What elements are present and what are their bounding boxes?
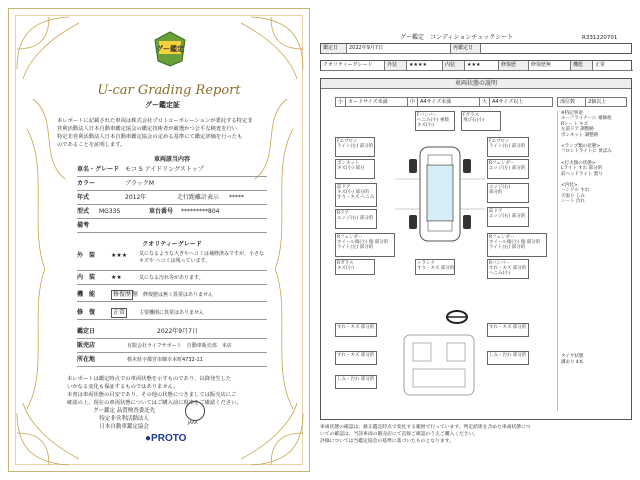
sheet-exterior-label: 外装 [385, 61, 407, 71]
damage-panel [487, 159, 529, 179]
damage-panel [415, 259, 455, 275]
notes-label: 備考 [77, 222, 90, 229]
damage-panel-text: Rフェンダー ホイール傷(小) 傷 部分的 ライト(左) 部分的 [337, 235, 389, 251]
note-line: ルーフライナーに 補修痕 [561, 116, 612, 122]
damage-panel [461, 111, 501, 131]
damage-panel-text: Rドア エッジ(右) 部分的 [337, 211, 374, 222]
exterior-note: 気になるような大ぎやヘコミは補修済みですが、小さなキズや ヘコミは残っています。 [139, 251, 265, 264]
steering-wheel-icon [445, 309, 469, 325]
address-label: 所在地 [77, 356, 96, 363]
grading-certificate [8, 8, 310, 472]
inspection-date-row [77, 325, 267, 339]
part-count-label: 部位数 [558, 98, 586, 107]
sheet-repair-value: 修復歴無 [529, 61, 571, 71]
interior-stars: ★★ [111, 274, 122, 281]
car-name-label: 車名・グレード [77, 166, 120, 173]
interior-panel-text: すれ・キズ 部分的 [337, 353, 375, 358]
date-value: 2022年9月7日 [157, 328, 198, 335]
badge-text: グー鑑定 [156, 45, 184, 53]
legend-desc: カードサイズ未満 [346, 98, 408, 107]
issuer-line: グー鑑定 品質検査委託先 [93, 408, 156, 414]
certificate-disclaimer [67, 375, 242, 407]
footer-line: 車両状態の確認は、修正鑑定時点で変化する範囲で行っています。判定結果を含めた車両状態につ [320, 425, 531, 430]
year-label: 年式 [77, 194, 90, 201]
intro-line: 特定非営利活動法人日本自動車鑑定協会の定める基準にて鑑定評価を行ったも [57, 134, 243, 140]
damage-panel-text: 前ドア エッジ(右) 部分的 [489, 209, 526, 220]
interior-label: 内 装 [77, 274, 96, 281]
mechanical-row [77, 306, 267, 320]
intro-line: のであることを証明します。 [57, 142, 126, 148]
certificate-subtitle: グー鑑定証 [145, 101, 180, 109]
sheet-function-label: 機能 [571, 61, 593, 71]
damage-panel [487, 233, 547, 257]
note-line: 前ヘッドライト 曇り [561, 171, 603, 177]
damage-panel-text: Fガラス 飛び石(小) [463, 113, 485, 124]
quality-label: クオリティーグレード [321, 61, 385, 71]
damage-panel-text: トランク すり・キズ 部分的 [417, 261, 455, 272]
car-top-view-diagram [395, 139, 485, 249]
repair-history-note: 修復歴は無く異常はありません [143, 292, 214, 298]
jaaa-text: JAAA [188, 420, 198, 425]
damage-panel-text: ボンネット キズ(小) 部分 [337, 161, 365, 172]
sheet-doc-id: R331220701 [582, 35, 618, 41]
proto-logo-mark: ● [145, 433, 152, 444]
certificate-intro [57, 117, 253, 149]
damage-panel-text: Rフェンダー エッジ(左) 部分的 [489, 161, 526, 172]
damage-panel [335, 137, 375, 157]
sheet-exterior-stars: ★★★★ [407, 61, 443, 71]
note-line: 溝あり 4本 [561, 359, 584, 365]
year-value: 2012年 [125, 194, 147, 201]
function-label: 機 能 [77, 291, 96, 298]
interior-panel-text: しみ・汚れ 部分的 [337, 377, 375, 382]
note-line: <ランプ類の状態> [561, 143, 601, 149]
exterior-stars: ★★★ [111, 252, 128, 259]
reinspect-label: 再鑑定日 [451, 44, 481, 54]
sheet-repair-label: 修復歴 [499, 61, 529, 71]
jaaa-seal-icon [185, 401, 205, 421]
part-count-value: 2個以上 [586, 98, 626, 107]
issuer-line: 特定非営利活動法人 [99, 416, 149, 422]
car-interior-diagram [399, 331, 479, 401]
damage-panel [415, 111, 455, 131]
footer-line: いての確認は、当該車両の販売店にて直接ご確認のうえご購入ください。 [320, 432, 479, 437]
repair-label: 修 復 [77, 309, 96, 316]
mileage-value: ***** [229, 194, 244, 201]
damage-panel [487, 259, 529, 279]
mechanical-status: 正常 [113, 309, 126, 316]
intro-line: 営利活動法人日本自動車鑑定協会の鑑定技術者が厳選かつ公平な検査を行い [57, 126, 238, 132]
part-count-legend [557, 97, 627, 107]
note-line: <灯火類の状態> [561, 160, 596, 166]
sheet-header: グー鑑定 コンディションチェックシート [400, 34, 514, 41]
color-label: カラー [77, 180, 96, 187]
damage-panel-text: 前ドア キズ(小) 部分的 すり・キズ へこみ [337, 185, 375, 201]
repair-history-result: 無 [132, 291, 139, 298]
date-row [320, 43, 632, 54]
damage-panel [335, 159, 375, 179]
interior-panel [335, 375, 377, 389]
address-row [77, 353, 267, 367]
damage-panel-text: エッジ(右) 部分的 [489, 185, 511, 196]
interior-panel [335, 351, 377, 365]
damage-panel-text: Fエプロン ライト(左) 部分的 [337, 139, 374, 150]
proto-logo-text: PROTO [151, 433, 187, 444]
damage-panel [487, 207, 529, 227]
state-header: 車両状態の説明 [321, 79, 631, 89]
interior-panel [487, 351, 529, 365]
sheet-interior-label: 内装 [443, 61, 465, 71]
intro-line: 本レポートに記載された車両は株式会社プロトコーポレーションが委託する特定非 [57, 118, 253, 124]
note-line: ※特記事項 [561, 111, 583, 116]
interior-panel [335, 323, 377, 337]
damage-panel-text: Rフェンダー ホイール傷(小) 傷 部分的 ライト(右) 部分的 [489, 235, 541, 251]
damage-panel [487, 183, 529, 203]
mileage-label: 走行距離計表示 [177, 194, 220, 201]
color-value: ブラックM [125, 180, 155, 187]
mechanical-note: 主要機関に異常はありません [139, 310, 205, 316]
interior-panel [487, 323, 529, 337]
note-line: タイヤ状態 [561, 354, 584, 360]
damage-panel-text: Fエプロン ライト(右) 部分的 [489, 139, 526, 150]
chassis-value: *********804 [181, 208, 220, 215]
notes-row [77, 219, 267, 233]
goo-kantei-badge [153, 31, 187, 67]
footer-line: 評価については当鑑定協会の基準に基づいたものとなります。 [320, 439, 454, 444]
dealer-label: 販売店 [77, 342, 96, 349]
issuer-line: 日本自動車鑑定協会 [99, 424, 149, 430]
car-name-value: モコ S アイドリングストップ [125, 166, 204, 173]
sheet-footer [320, 424, 632, 445]
note-line: ハンドル すれ [561, 188, 590, 194]
car-name-row [77, 163, 267, 177]
note-line: 左前ドア 調整跡 [561, 127, 594, 133]
model-value: MG33S [99, 208, 121, 215]
model-label: 型式 [77, 208, 90, 215]
chassis-label: 車台番号 [149, 208, 174, 215]
legend-desc: A4サイズ以上 [490, 98, 552, 107]
dealer-row [77, 339, 267, 353]
dealer-value: 有限会社ライフサポート 自動車販売部 本店 [127, 343, 232, 349]
address-value: 栃木県宇都宮市御幸本町4732-11 [127, 357, 203, 363]
note-line: シート 汚れ [561, 199, 585, 205]
interior-panel-text: すれ・キズ 部分的 [337, 325, 375, 330]
repair-history-row [77, 288, 267, 302]
damage-panel-text: Rバンパー すれ・キズ 部分的 へこみ(小) [489, 261, 527, 277]
damage-panel-text: Fバンパー へこみ(小) 複数 キズ(小) [417, 113, 449, 129]
note-line: Lライト すれ 部分的 [561, 166, 603, 172]
legend-size: 大 [480, 98, 490, 107]
disclaimer-line: 確認の上、現在の車両状態についてはご購入前に現車をご確認ください。 [67, 400, 242, 406]
legend-size: 小 [336, 98, 346, 107]
interior-grade-row [77, 271, 267, 285]
sheet-function-value: 正常 [593, 61, 633, 71]
damage-panel [335, 209, 377, 229]
interior-note: 気になる汚れ等があります。 [139, 275, 204, 281]
quality-section-heading: クオリティーグレード [142, 241, 202, 248]
notes-column [557, 111, 629, 411]
legend-size: 中 [408, 98, 418, 107]
vehicle-state-panel [320, 78, 632, 420]
disclaimer-line: 本書は車両状態の目安であり、その他の状態につきましては販売店にご [67, 392, 237, 398]
note-line: フロントライトに 黄ばみ [561, 149, 612, 155]
note-line: ボンネット 調整跡 [561, 132, 599, 138]
sheet-interior-stars: ★★★ [465, 61, 499, 71]
sheet-date-value: 2022年9月7日 [347, 44, 451, 54]
exterior-label: 外 装 [77, 252, 96, 259]
damage-panel-text: Rガラス キズ(小) [337, 261, 354, 272]
date-label: 鑑定日 [77, 328, 96, 335]
report-script-title: U-car Grading Report [97, 83, 241, 98]
note-line: <内装> [561, 182, 578, 188]
quality-row [320, 60, 632, 71]
model-row [77, 205, 267, 219]
legend-desc: A4サイズ未満 [418, 98, 480, 107]
color-row [77, 177, 267, 191]
damage-panel [335, 259, 375, 275]
note-line [561, 204, 629, 354]
exterior-grade-row [77, 249, 267, 271]
year-row [77, 191, 267, 205]
interior-panel-text: しみ・汚れ 部分的 [489, 353, 527, 358]
vehicle-section-heading: 車両該当内容 [153, 156, 190, 163]
proto-logo [145, 433, 186, 444]
disclaimer-line: いかなる変化も保証するものではありません。 [67, 384, 179, 390]
repair-history-status: 修復歴 [113, 291, 132, 298]
sheet-date-label: 鑑定日 [321, 44, 347, 54]
issuer-block [93, 407, 155, 431]
damage-panel [487, 137, 529, 157]
size-legend [335, 97, 553, 107]
damage-panel [335, 233, 395, 257]
damage-panel [335, 183, 377, 207]
note-line: 天張り しみ [561, 193, 585, 199]
disclaimer-line: 本レポートは鑑定時点での車両状態を示すものであり、以降発生した [67, 376, 232, 382]
note-line: Rシート キズ [561, 121, 588, 127]
interior-panel-text: すれ・キズ 部分的 [489, 325, 527, 330]
